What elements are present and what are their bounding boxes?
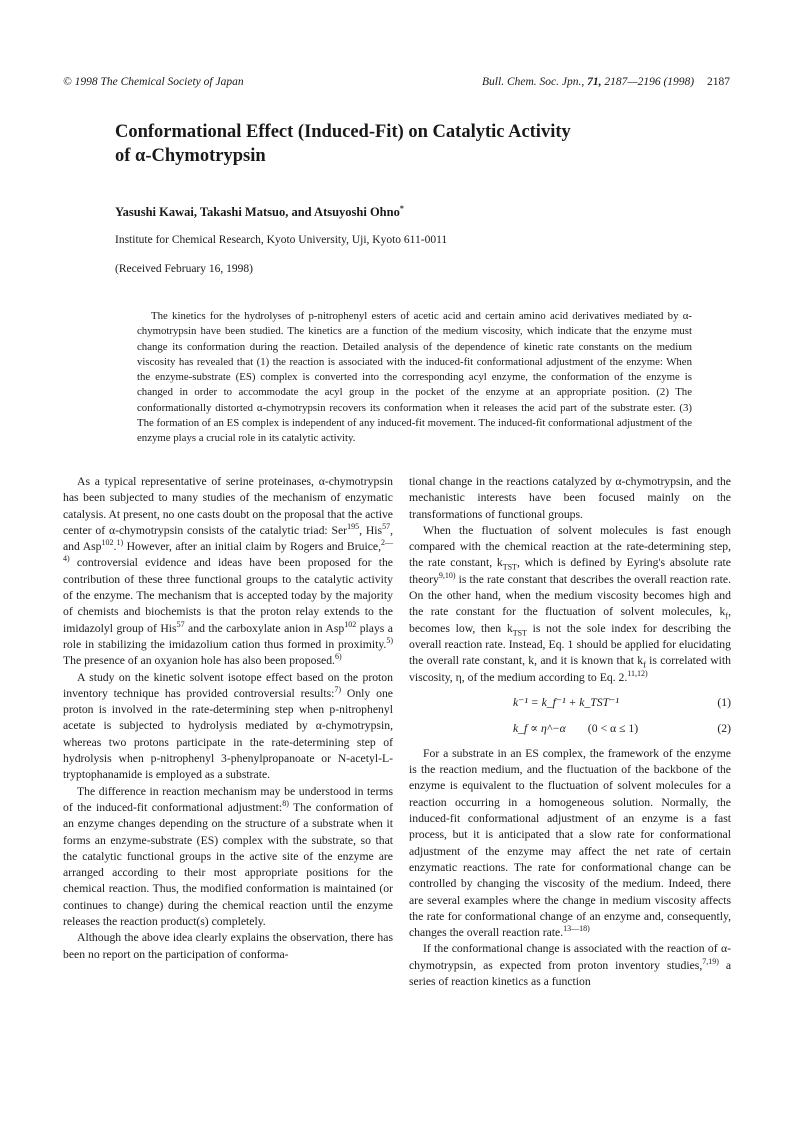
equation-1-expression: k⁻¹ = k_f⁻¹ + k_TST⁻¹ bbox=[513, 695, 619, 709]
paragraph: When the fluctuation of solvent molecules is fast enough compared with the chemical reaction at the rate-determining step, the rate constant, $k_{TST}$, which is defined by Eyring's absolute rate theory$^{9,10)}$ is the rate constant that describes the overall reaction rate. On the other hand, when the medium viscosity becomes high and the rate constant for the fluctuation of solvent molecules, $k_f$, becomes low, then $k_{TST}$ is not the sole index for describing the overall reaction rate. Instead, Eq. 1 should be applied for elucidating the overall rate constant, k, and it is known that $k_f$ is correlated with viscosity, η, of the medium according to Eq. 2.$^{11,12)}$ bbox=[409, 523, 731, 684]
abstract: The kinetics for the hydrolyses of p-nitrophenyl esters of acetic acid and certain amino acid derivatives mediated by α-chymotrypsin have been studied. The kinetics are a function of the medium viscosity, which indicate that the enzyme must change its conformation during the reaction. Detailed analysis of the dependence of kinetic rate constants on the medium viscosity has revealed that (1) the reaction is associated with the induced-fit conformational adjustment of the enzyme: When the enzyme-substrate (ES) complex is converted into the corresponding acyl enzyme, the conformation of the enzyme is changed in order to accommodate the acyl group in the pocket of the enzyme at an appropriate position. (2) The conformationally distorted α-chymotrypsin recovers its conformation when it releases the acid part of the substrate ester. (3) The formation of an ES complex is independent of any induced-fit movement. The induced-fit conformational adjustment of the enzyme plays a crucial role in its catalytic activity. bbox=[137, 310, 692, 444]
title-line-1: Conformational Effect (Induced-Fit) on Catalytic Activity bbox=[115, 122, 571, 142]
paragraph: The difference in reaction mechanism may be understood in terms of the induced-fit conformational adjustment:$^{8)}$ The conformation of an enzyme changes depending on the structure of a substrate when it forms an enzyme-substrate (ES) complex with the substrate, so that the catalytic functional groups in the active site of the enzyme are arranged according to their most appropriate positions for the chemical reaction. Thus, the modified conformation is maintained (or continues to change) during the chemical reaction until the enzyme releases the reaction product(s) completely. bbox=[63, 784, 393, 929]
citation: 2—4) bbox=[63, 538, 394, 564]
equation-2-expression: k_f ∝ η^−α (0 < α ≤ 1) bbox=[513, 721, 639, 735]
paragraph: For a substrate in an ES complex, the framework of the enzyme is the reaction medium, and the fluctuation of the backbone of the enzyme is equivalent to the fluctuation of solvent molecules for a reaction occurring in a homogeneous solution. Normally, the induced-fit conformational adjustment of an enzyme is a fast process, but it is anticipated that a slow rate for conformational adjustment of the enzyme may affect the net rate of certain enzymatic reactions. The rate for conformational change can be controlled by changing the viscosity of the medium. Indeed, there are several examples where the change in medium viscosity affects the rate for conformational change of an enzyme and, consequently, changes the overall reaction rate.$^{13—18)}$ bbox=[409, 746, 731, 940]
paragraph: As a typical representative of serine proteinases, α-chymotrypsin has been subjected to many studies of the mechanism of enzymatic catalysis. At present, no one casts doubt on the proposal that the active center of α-chymotrypsin consists of the catalytic triad: Ser$^{195}$, His$^{57}$, and Asp$^{102}$.$^{1)}$ However, after an initial claim by Rogers and Bruice,$^{2—4)}$ controversial evidence and ideas have been proposed for the contribution of these three functional groups to the catalytic activity of the enzyme. The mechanism that is accepted today by the majority of chemists and biochemists is that the proton relay extends to the imidazolyl group of His$^{57}$ and the carboxylate anion in Asp$^{102}$ plays a role in stabilizing the imidazolium cation thus formed in proximity.$^{5)}$ The presence of an oxyanion hole has also been proposed.$^{6)}$ bbox=[63, 475, 394, 668]
journal-name: Bull. Chem. Soc. Jpn., bbox=[482, 76, 585, 88]
citation: 1) bbox=[116, 538, 124, 548]
corresponding-author-mark: * bbox=[399, 203, 404, 213]
title-line-2: of α-Chymotrypsin bbox=[115, 146, 266, 166]
citation: 5) bbox=[386, 636, 393, 646]
citation: 7) bbox=[334, 684, 342, 694]
citation: 6) bbox=[334, 652, 342, 662]
equation-1-number: (1) bbox=[717, 695, 731, 709]
journal-citation bbox=[482, 76, 730, 88]
running-header bbox=[63, 76, 730, 88]
copyright-notice: © 1998 The Chemical Society of Japan bbox=[63, 76, 244, 88]
received-date: (Received February 16, 1998) bbox=[115, 263, 253, 275]
paragraph: If the conformational change is associated with the reaction of α-chymotrypsin, as expected from proton inventory studies,$^{7,19)}$ a series of reaction kinetics as a function bbox=[409, 942, 732, 989]
affiliation: Institute for Chemical Research, Kyoto University, Uji, Kyoto 611-0011 bbox=[115, 234, 448, 246]
citation: 7,19) bbox=[702, 956, 719, 966]
citation: 8) bbox=[282, 799, 289, 809]
equation-2 bbox=[409, 720, 731, 738]
equation-2-number: (2) bbox=[717, 721, 731, 735]
citation: 11,12) bbox=[627, 668, 648, 678]
journal-volume: 71, bbox=[587, 76, 602, 88]
paragraph: tional change in the reactions catalyzed by α-chymotrypsin, and the mechanistic interests have been focused mainly on the transformations of functional groups. bbox=[409, 475, 731, 521]
author-list bbox=[115, 205, 404, 220]
paragraph: Although the above idea clearly explains the observation, there has been no report on the participation of conforma- bbox=[63, 931, 393, 961]
equation-2-condition: (0 < α ≤ 1) bbox=[587, 721, 639, 735]
journal-pages: 2187—2196 (1998) bbox=[604, 76, 695, 88]
citation: 9,10) bbox=[438, 570, 456, 580]
body-column-right bbox=[409, 474, 731, 990]
paragraph: A study on the kinetic solvent isotope effect based on the proton inventory technique has provided controversial results:$^{7)}$ Only one proton is involved in the rate-determining step when p-nitrophenyl acetate is subjected to hydrolysis mediated by α-chymotrypsin, whereas two protons participate in the rate-determining step of hydrolysis when p-nitrophenyl 3-phenylpropanoate or N-acetyl-L-tryptophanamide is employed as a substrate. bbox=[63, 670, 393, 782]
authors-text: Yasushi Kawai, Takashi Matsuo, and Atsuyoshi Ohno bbox=[115, 205, 400, 219]
body-column-left bbox=[63, 474, 393, 963]
paper-title bbox=[115, 120, 715, 168]
page-number: 2187 bbox=[707, 76, 730, 88]
citation: 13—18) bbox=[563, 924, 590, 934]
equation-1 bbox=[409, 694, 731, 712]
